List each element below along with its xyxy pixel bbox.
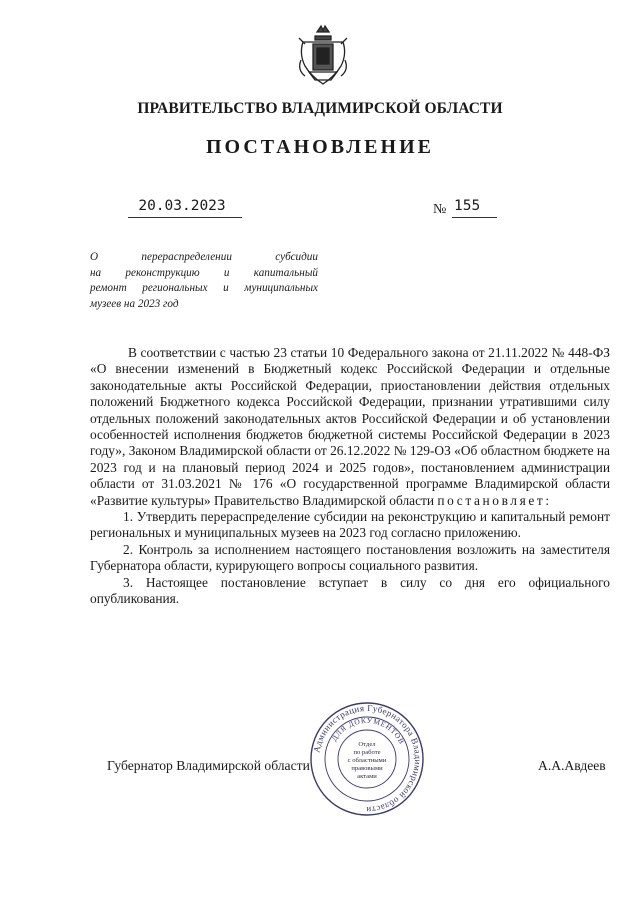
vladimir-coat-of-arms-icon bbox=[295, 24, 351, 92]
clause-2: 2. Контроль за исполнением настоящего постановления возложить на заместителя Губернатора области, курирующего вопросы социального развития. bbox=[90, 541, 610, 574]
subject-line: ремонт региональных и муниципальных bbox=[90, 282, 318, 294]
document-type: ПОСТАНОВЛЕНИЕ bbox=[206, 136, 434, 158]
svg-text:по работе: по работе bbox=[353, 749, 381, 756]
decree-word: постановляет: bbox=[437, 492, 552, 508]
official-stamp bbox=[308, 700, 426, 818]
subject-line: музеев на 2023 год bbox=[90, 297, 179, 310]
preamble-paragraph bbox=[90, 345, 610, 509]
clause-3: 3. Настоящее постановление вступает в силу со дня его официального опубликования. bbox=[90, 574, 610, 607]
number-underline bbox=[452, 217, 497, 218]
document-subject bbox=[90, 250, 318, 312]
date-underline bbox=[128, 217, 242, 218]
document-date: 20.03.2023 bbox=[138, 198, 226, 214]
number-sign: № bbox=[433, 202, 447, 217]
svg-text:Отдел: Отдел bbox=[358, 741, 376, 748]
svg-text:правовыми: правовыми bbox=[351, 765, 383, 772]
svg-text:ДЛЯ ДОКУМЕНТОВ: ДЛЯ ДОКУМЕНТОВ bbox=[329, 715, 407, 747]
subject-line: на реконструкцию и капитальный bbox=[90, 266, 318, 279]
clause-1: 1. Утвердить перераспределение субсидии на реконструкцию и капитальный ремонт региональных и муниципальных музеев на 2023 год согласно приложению. bbox=[90, 509, 610, 541]
svg-text:с областными: с областными bbox=[347, 757, 387, 764]
svg-text:актами: актами bbox=[357, 773, 377, 780]
organization-title: ПРАВИТЕЛЬСТВО ВЛАДИМИРСКОЙ ОБЛАСТИ bbox=[137, 100, 503, 117]
subject-line: О перераспределении субсидии bbox=[90, 251, 318, 263]
signatory-title: Губернатор Владимирской области bbox=[107, 758, 310, 773]
svg-text:Администрация Губернатора Влад: Администрация Губернатора Владимирской области bbox=[311, 702, 424, 816]
preamble-text: В соответствии с частью 23 статьи 10 Федерального закона от 21.11.2022 № 448-ФЗ «О внесении изменений в Бюджетный кодекс Российской Федерации и отдельные законодательные акты Российской Федерации, приостановлении действия отдельных положений Бюджетного кодекса Российской Федерации, признании утратившими силу отдельных положений законодательных актов Российской Федерации и об установлении особенностей исполнения бюджетов бюджетной системы Российской Федерации в 2023 году», Законом Владимирской области от 26.12.2022 № 129-ОЗ «Об областном бюджете на 2023 год и на плановый период 2024 и 2025 годов», постановлением администрации области от 31.03.2021 № 176 «О государственной программе Владимирской области «Развитие культуры» Правительство Владимирской области bbox=[90, 345, 610, 508]
signatory-name: А.А.Авдеев bbox=[538, 758, 606, 773]
document-body bbox=[90, 345, 610, 608]
document-number: 155 bbox=[454, 198, 481, 214]
